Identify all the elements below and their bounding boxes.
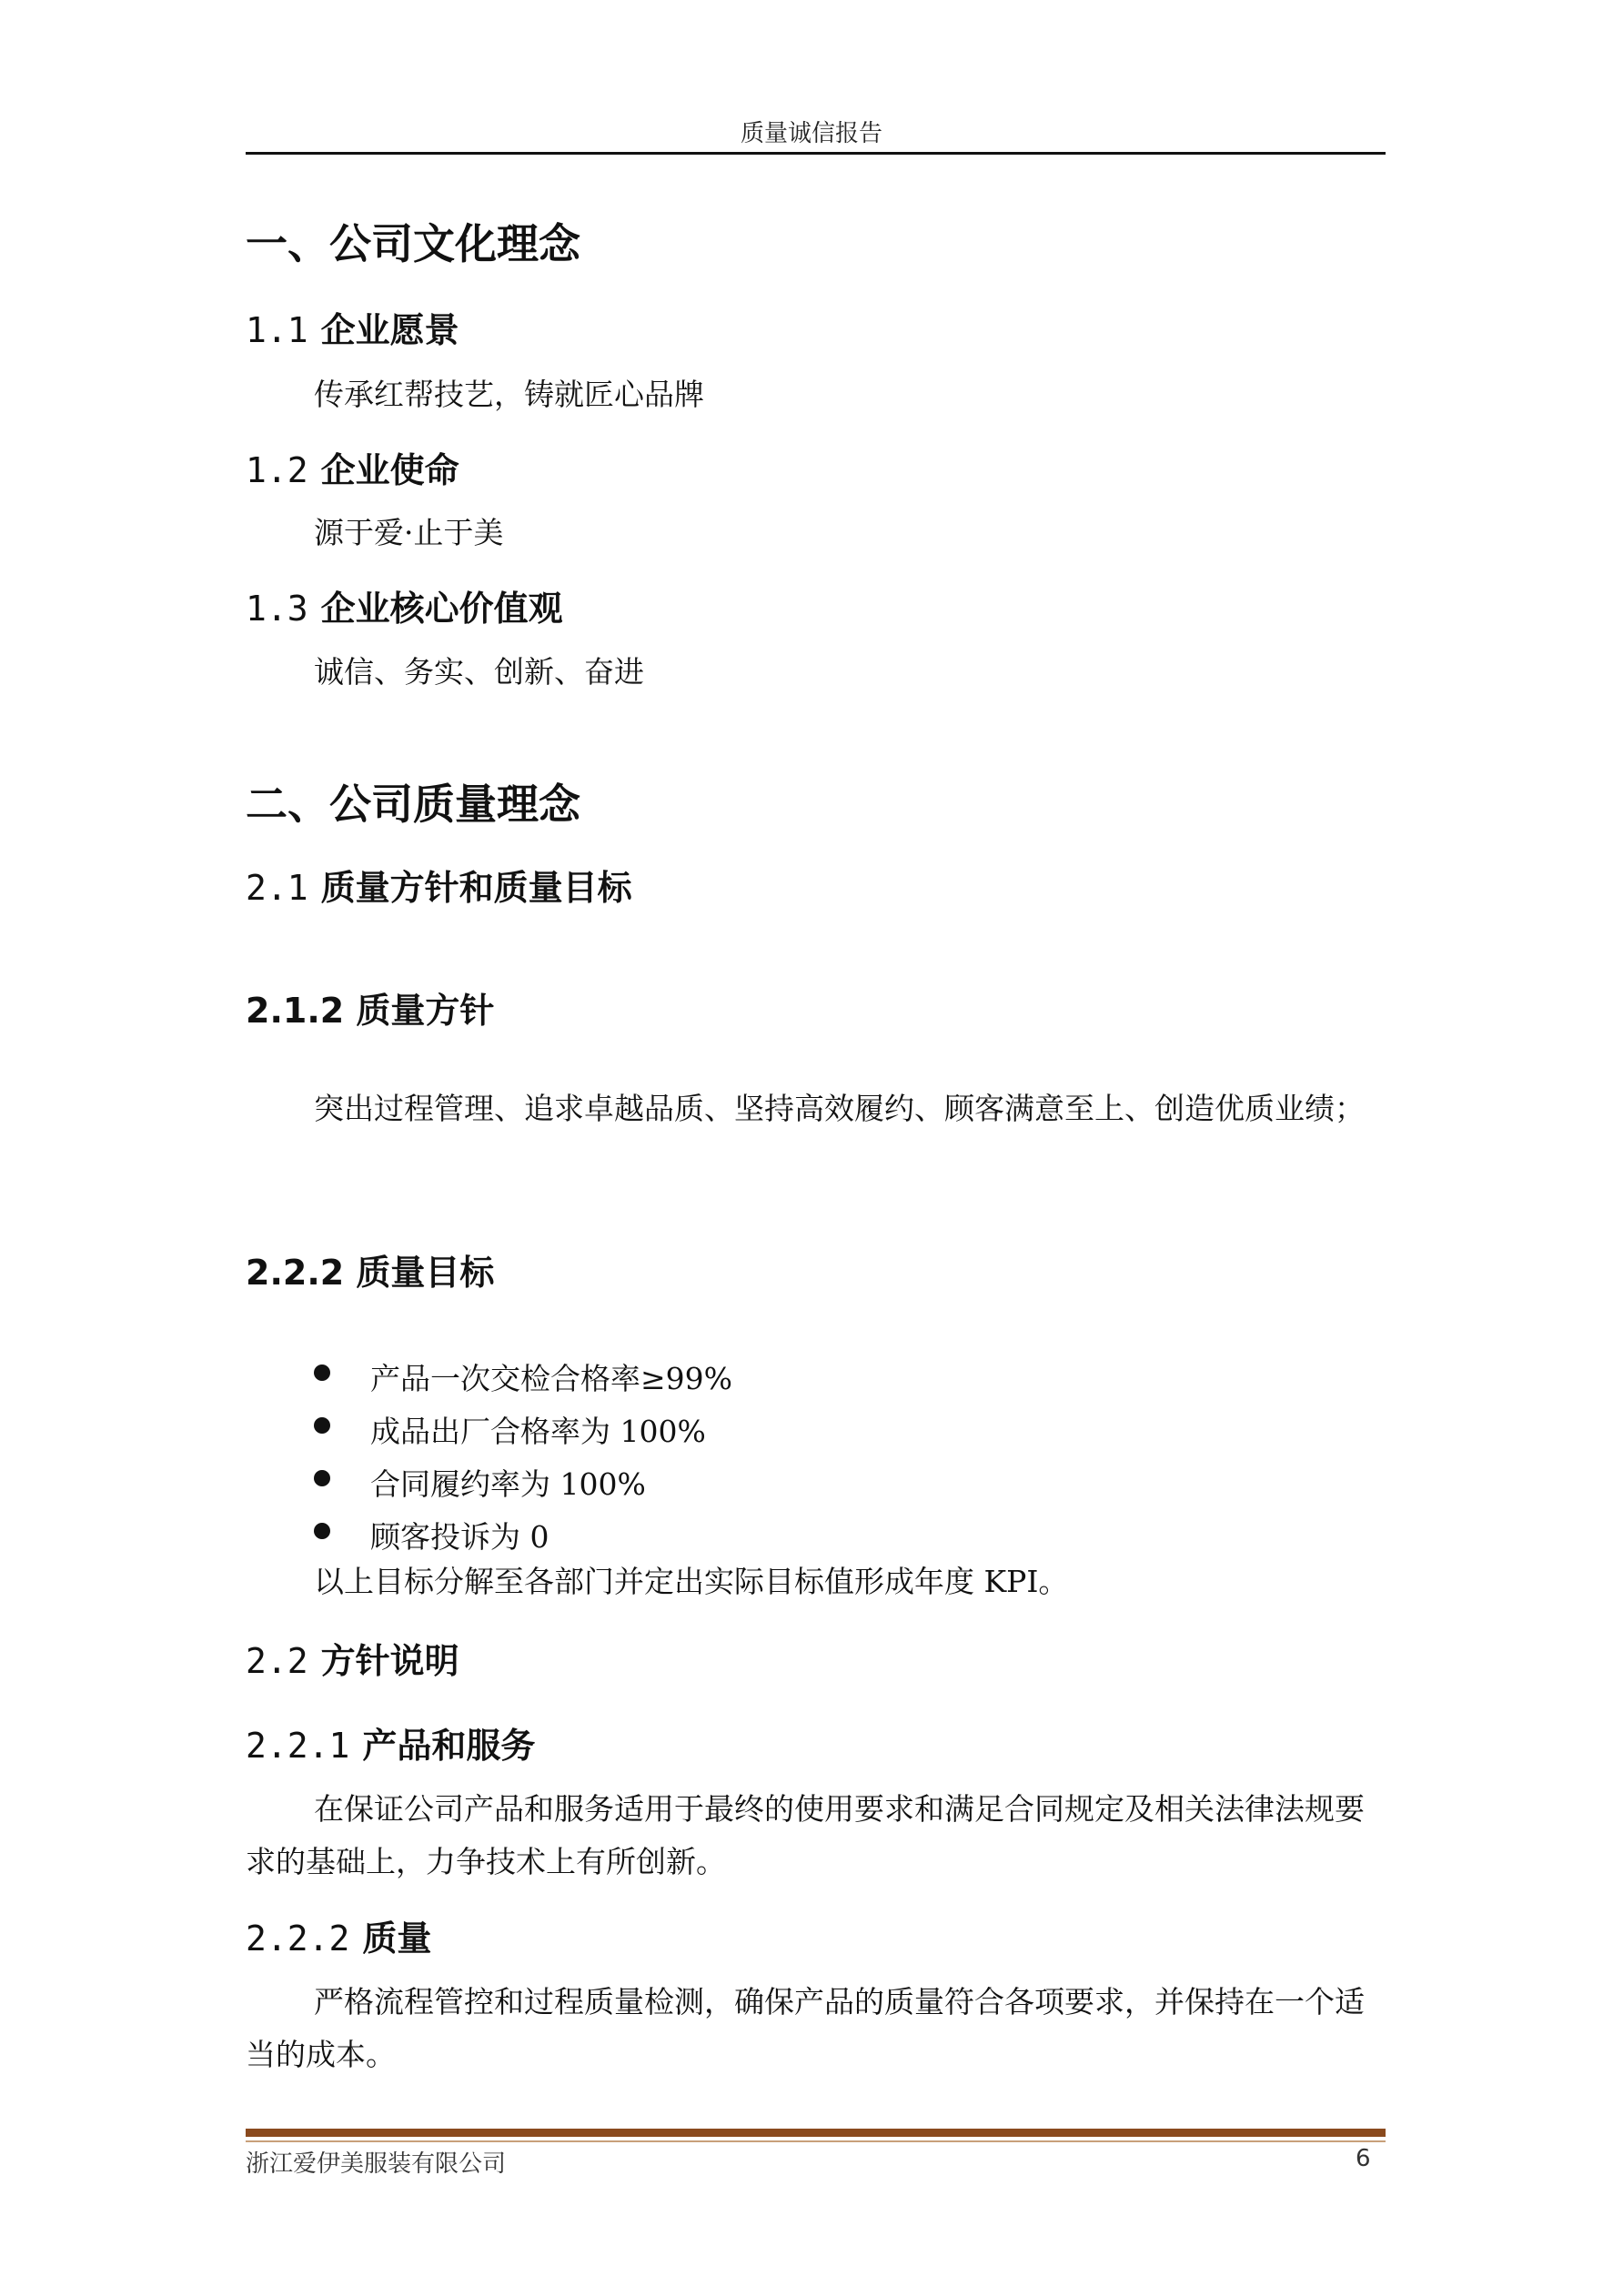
heading-number: 1.2: [246, 450, 308, 490]
heading-2-2-2-quality: [246, 1910, 431, 1960]
heading-1-2: [246, 442, 459, 492]
products-text: 在保证公司产品和服务适用于最终的使用要求和满足合同规定及相关法律法规要求的基础上，力争技术上有所创新。: [246, 1791, 1365, 1879]
heading-label: 企业愿景: [320, 310, 459, 350]
footer-rule: [246, 2129, 1386, 2137]
goals-note: 以上目标分解至各部门并定出实际目标值形成年度 KPI。: [314, 1564, 1069, 1599]
bullet-icon: [314, 1365, 330, 1381]
heading-number: 2.1: [246, 868, 308, 908]
heading-label: 产品和服务: [362, 1726, 536, 1766]
bullet-icon: [314, 1417, 330, 1434]
goal-item: 产品一次交检合格率≥99%: [314, 1355, 732, 1398]
goal-item: 顾客投诉为 0: [314, 1514, 549, 1556]
heading-2-1: [246, 860, 632, 910]
bullet-icon: [314, 1470, 330, 1486]
policy-text: 突出过程管理、追求卓越品质、坚持高效履约、顾客满意至上、创造优质业绩；: [314, 1091, 1365, 1126]
footer-rule-thin: [246, 2140, 1386, 2142]
heading-2-2-2-goals: 2.2.2 质量目标: [246, 1253, 495, 1293]
bullet-icon: [314, 1523, 330, 1539]
vision-text: 传承红帮技艺，铸就匠心品牌: [314, 377, 704, 412]
heading-2-2-1: [246, 1717, 535, 1767]
mission-text: 源于爱·止于美: [314, 515, 504, 550]
heading-number: 1.1: [246, 310, 308, 350]
heading-label: 企业使命: [320, 450, 459, 490]
heading-number: 2.2.2: [246, 1918, 350, 1959]
goal-item: 合同履约率为 100%: [314, 1461, 646, 1504]
heading-label: 企业核心价值观: [320, 589, 563, 629]
heading-1-3: [246, 580, 563, 630]
heading-number: 1.3: [246, 589, 308, 629]
heading-2-1-2: 2.1.2 质量方针: [246, 991, 495, 1031]
header-rule: [246, 152, 1386, 155]
heading-label: 质量: [362, 1918, 432, 1959]
heading-1-1: [246, 302, 459, 352]
page-header-title: 质量诚信报告: [740, 120, 882, 147]
footer-company: 浙江爱伊美服装有限公司: [246, 2150, 507, 2178]
page-number: 6: [1356, 2145, 1371, 2172]
heading-2-2: [246, 1633, 459, 1683]
values-text: 诚信、务实、创新、奋进: [314, 654, 644, 690]
section-2-title: 二、公司质量理念: [246, 780, 580, 829]
quality-text: 严格流程管控和过程质量检测，确保产品的质量符合各项要求，并保持在一个适当的成本。: [246, 1984, 1365, 2072]
heading-label: 方针说明: [320, 1641, 459, 1681]
heading-number: 2.2.1: [246, 1726, 350, 1766]
goal-item: 成品出厂合格率为 100%: [314, 1408, 706, 1451]
heading-number: 2.2: [246, 1641, 308, 1681]
section-1-title: 一、公司文化理念: [246, 219, 580, 268]
heading-label: 质量方针和质量目标: [320, 868, 632, 908]
